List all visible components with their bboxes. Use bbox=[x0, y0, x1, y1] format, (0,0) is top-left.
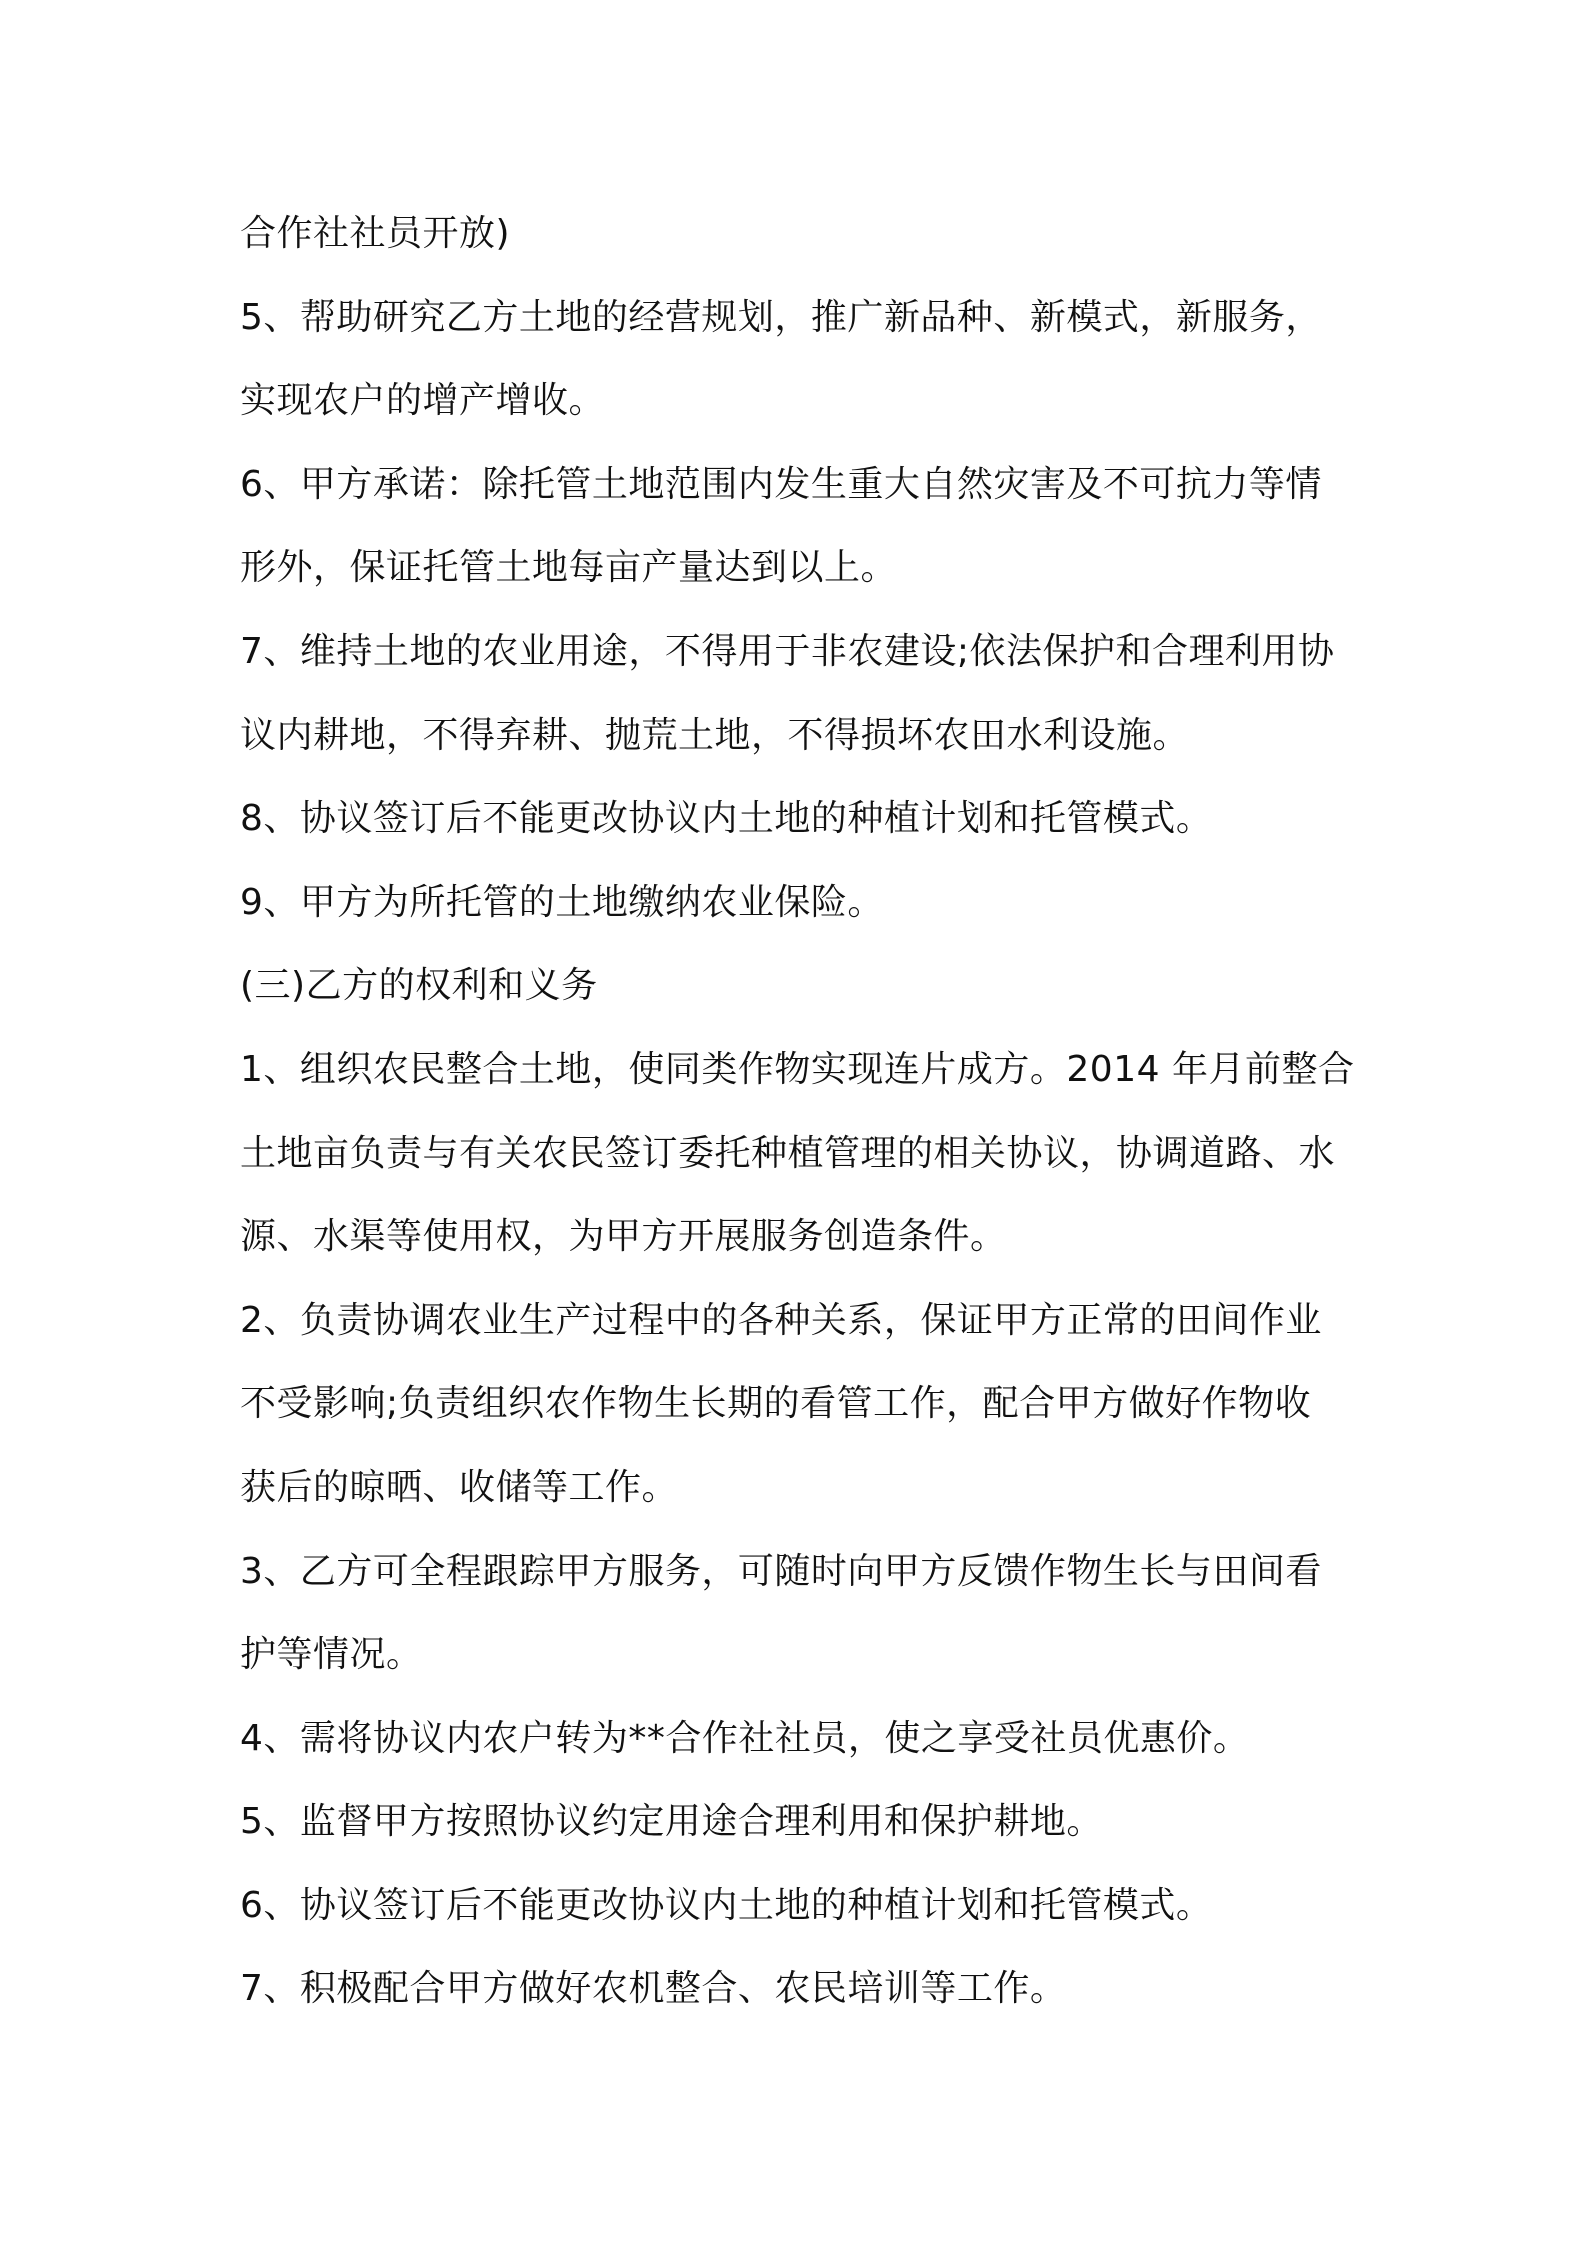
text-line: 6、甲方承诺：除托管土地范围内发生重大自然灾害及不可抗力等情 bbox=[240, 463, 1322, 505]
text-line: 护等情况。 bbox=[240, 1634, 423, 1676]
text-line: 实现农户的增产增收。 bbox=[240, 380, 606, 422]
text-line: 7、维持土地的农业用途，不得用于非农建设;依法保护和合理利用协 bbox=[240, 630, 1335, 672]
text-line: 源、水渠等使用权，为甲方开展服务创造条件。 bbox=[240, 1216, 1007, 1258]
text-line: 5、帮助研究乙方土地的经营规划，推广新品种、新模式，新服务， bbox=[240, 296, 1322, 338]
text-line: 3、乙方可全程跟踪甲方服务，可随时向甲方反馈作物生长与田间看 bbox=[240, 1550, 1322, 1592]
text-line: 不受影响;负责组织农作物生长期的看管工作，配合甲方做好作物收 bbox=[240, 1383, 1312, 1425]
text-line: 1、组织农民整合土地，使同类作物实现连片成方。2014 年月前整合 bbox=[240, 1048, 1355, 1090]
text-line: 议内耕地，不得弃耕、抛荒土地，不得损坏农田水利设施。 bbox=[240, 714, 1190, 756]
text-line: 获后的晾晒、收储等工作。 bbox=[240, 1466, 679, 1508]
text-line: 2、负责协调农业生产过程中的各种关系，保证甲方正常的田间作业 bbox=[240, 1299, 1322, 1341]
document-body bbox=[240, 192, 1360, 2031]
text-line: 9、甲方为所托管的土地缴纳农业保险。 bbox=[240, 881, 884, 923]
text-line: 4、需将协议内农户转为**合作社社员，使之享受社员优惠价。 bbox=[240, 1717, 1250, 1759]
text-line: 7、积极配合甲方做好农机整合、农民培训等工作。 bbox=[240, 1968, 1067, 2010]
text-line: 5、监督甲方按照协议约定用途合理利用和保护耕地。 bbox=[240, 1801, 1103, 1843]
text-line: 土地亩负责与有关农民签订委托种植管理的相关协议，协调道路、水 bbox=[240, 1132, 1336, 1174]
text-line: 6、协议签订后不能更改协议内土地的种植计划和托管模式。 bbox=[240, 1884, 1213, 1926]
text-line: 合作社社员开放) bbox=[240, 213, 511, 254]
text-line: 8、协议签订后不能更改协议内土地的种植计划和托管模式。 bbox=[240, 798, 1213, 840]
section-heading: (三)乙方的权利和义务 bbox=[240, 965, 598, 1007]
text-line: 形外，保证托管土地每亩产量达到以上。 bbox=[240, 547, 898, 589]
